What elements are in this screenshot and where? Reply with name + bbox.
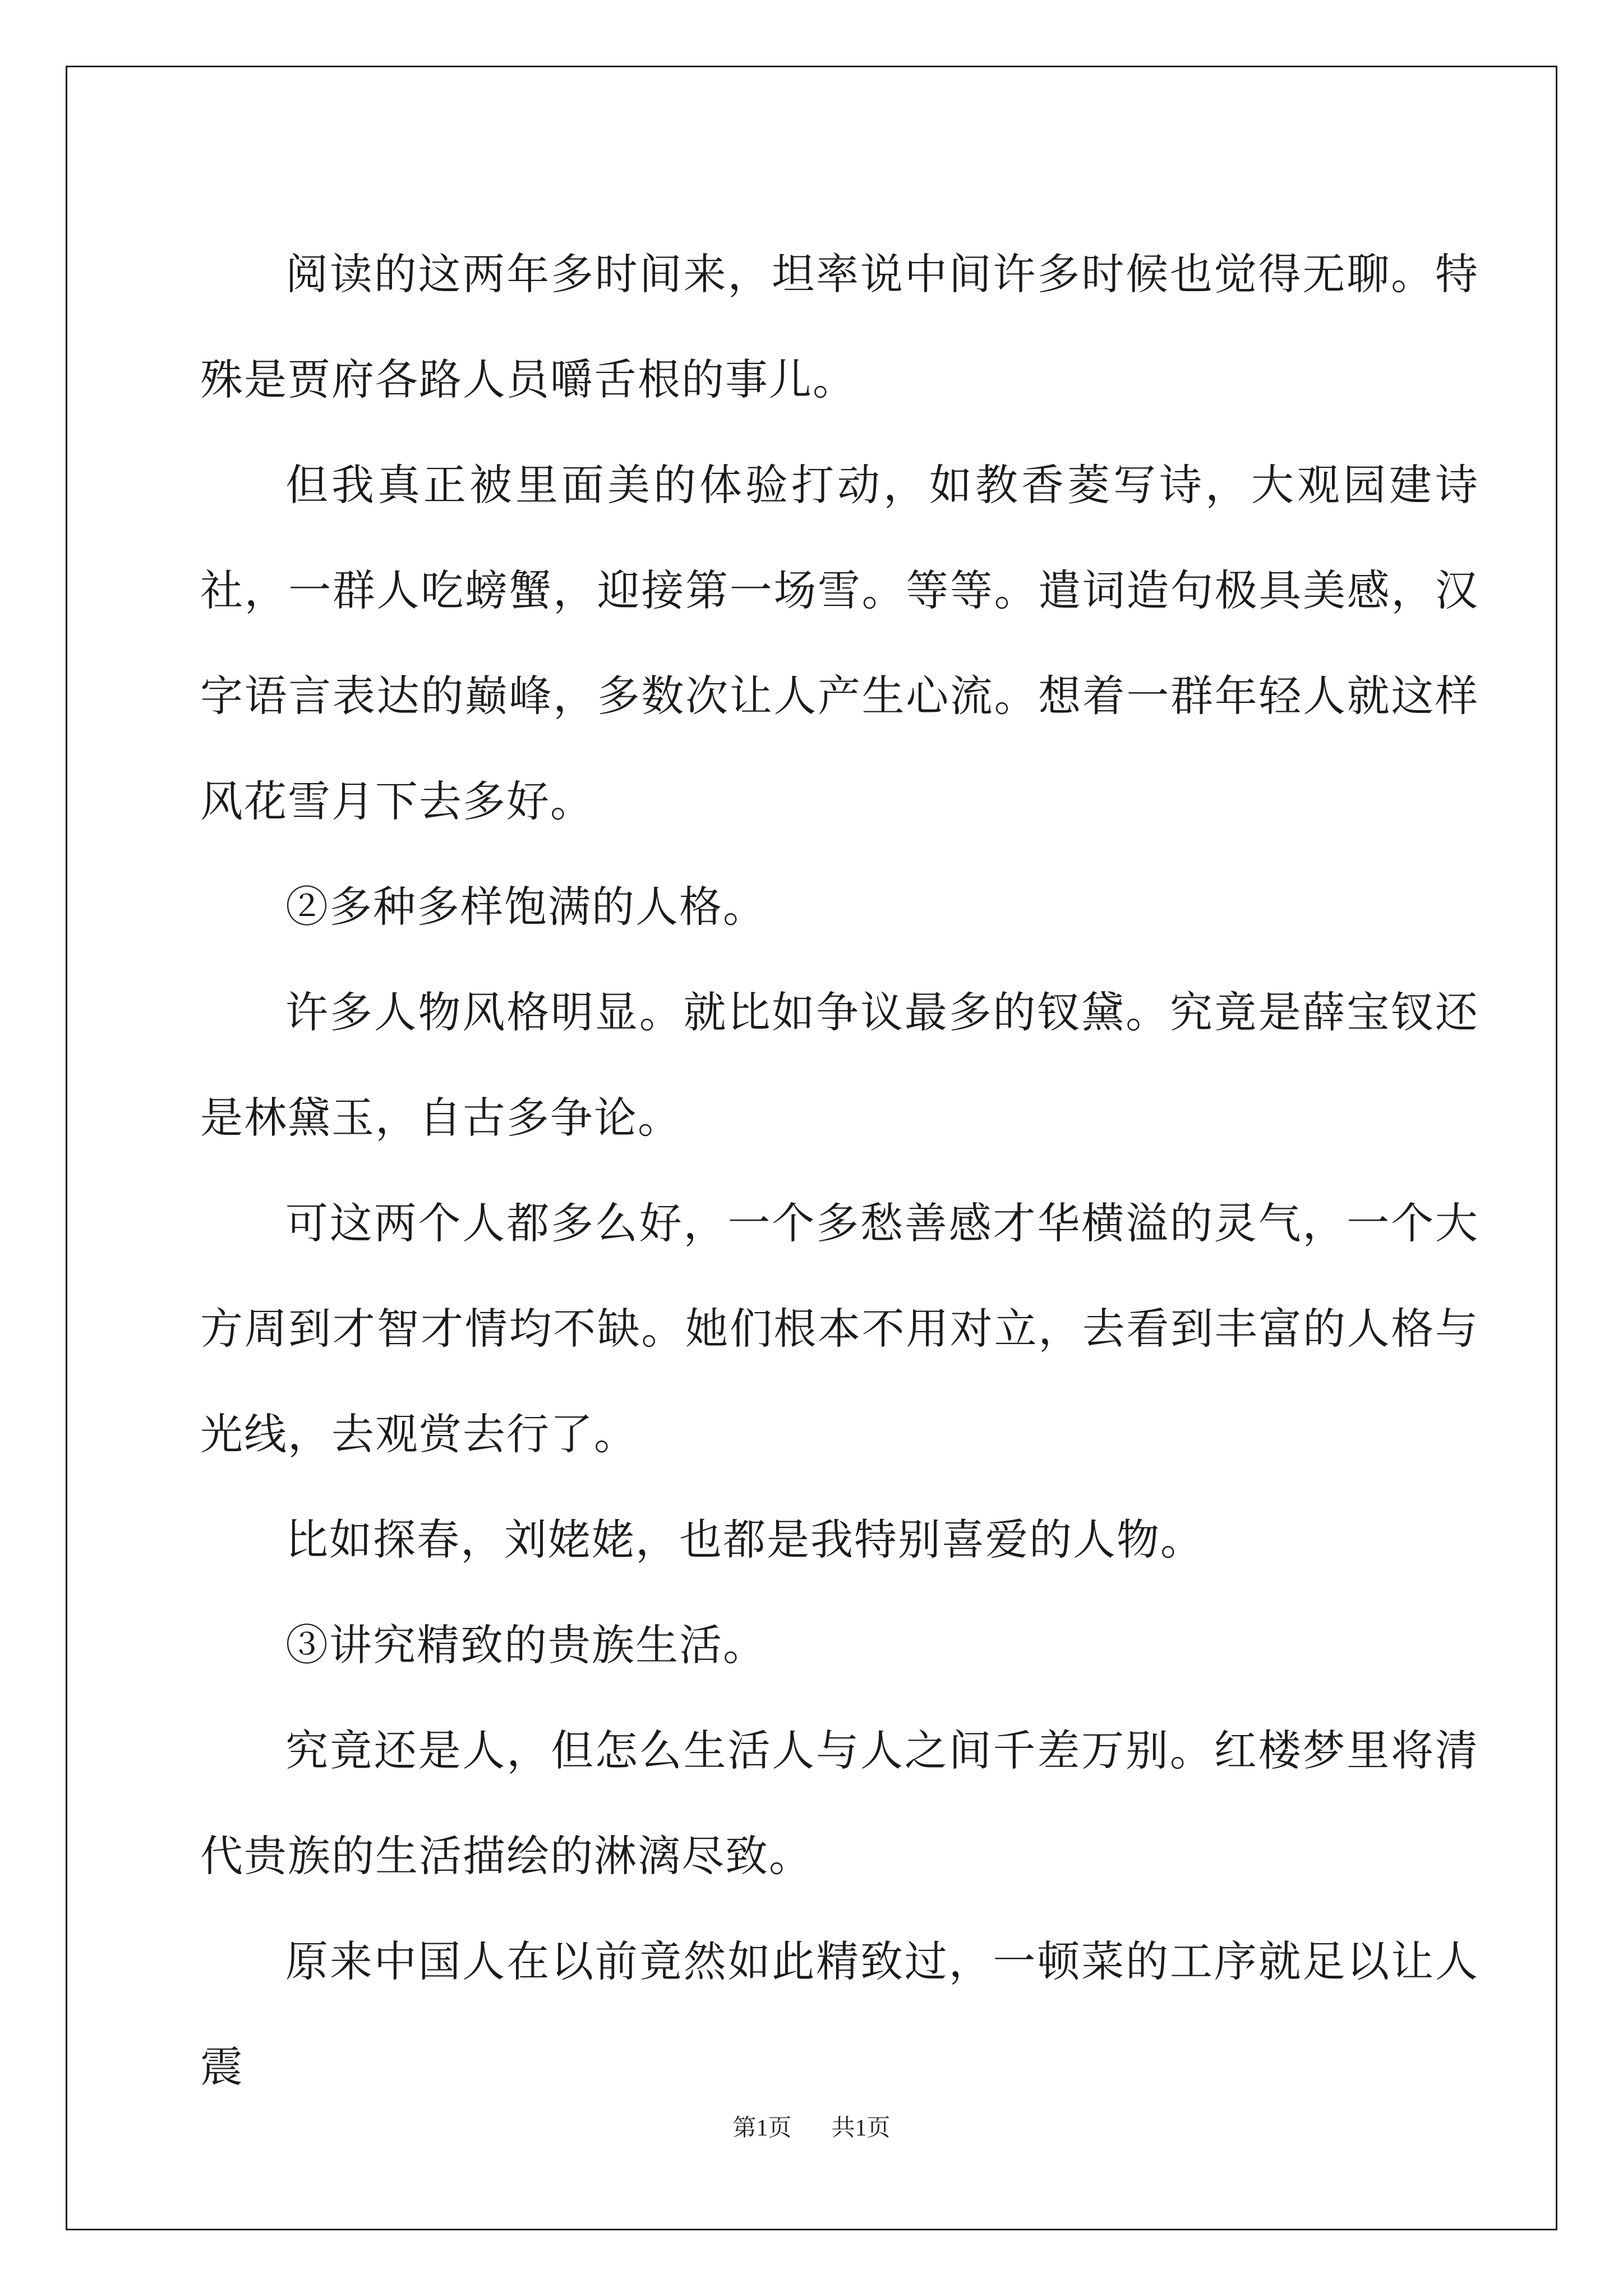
paragraph: 比如探春，刘姥姥，也都是我特别喜爱的人物。 [285, 1515, 1204, 1565]
paragraph: ③讲究精致的贵族生活。 [285, 1620, 767, 1670]
paragraph: ②多种多样饱满的人格。 [285, 882, 767, 932]
page-number: 第1页 [732, 2115, 792, 2141]
page-total: 共1页 [831, 2115, 891, 2141]
paragraph: 可这两个人都多么好，一个多愁善感才华横溢的灵气，一个大方周到才智才情均不缺。她们根本不用对立，去看到丰富的人格与光线，去观赏去行了。 [200, 1198, 1479, 1459]
paragraph: 但我真正被里面美的体验打动，如教香菱写诗，大观园建诗社，一群人吃螃蟹，迎接第一场雪。等等。遣词造句极具美感，汉字语言表达的巅峰，多数次让人产生心流。想着一群年轻人就这样风花雪月下去多好。 [200, 460, 1479, 826]
document-body [200, 222, 1479, 2120]
paragraph: 究竟还是人，但怎么生活人与人之间千差万别。红楼梦里将清代贵族的生活描绘的淋漓尽致。 [200, 1726, 1479, 1881]
page-footer [0, 2109, 1623, 2143]
paragraph: 许多人物风格明显。就比如争议最多的钗黛。究竟是薛宝钗还是林黛玉，自古多争论。 [200, 987, 1479, 1143]
paragraph: 原来中国人在以前竟然如此精致过，一顿菜的工序就足以让人震 [200, 1936, 1479, 2092]
paragraph: 阅读的这两年多时间来，坦率说中间许多时候也觉得无聊。特殊是贾府各路人员嚼舌根的事儿。 [200, 249, 1479, 404]
